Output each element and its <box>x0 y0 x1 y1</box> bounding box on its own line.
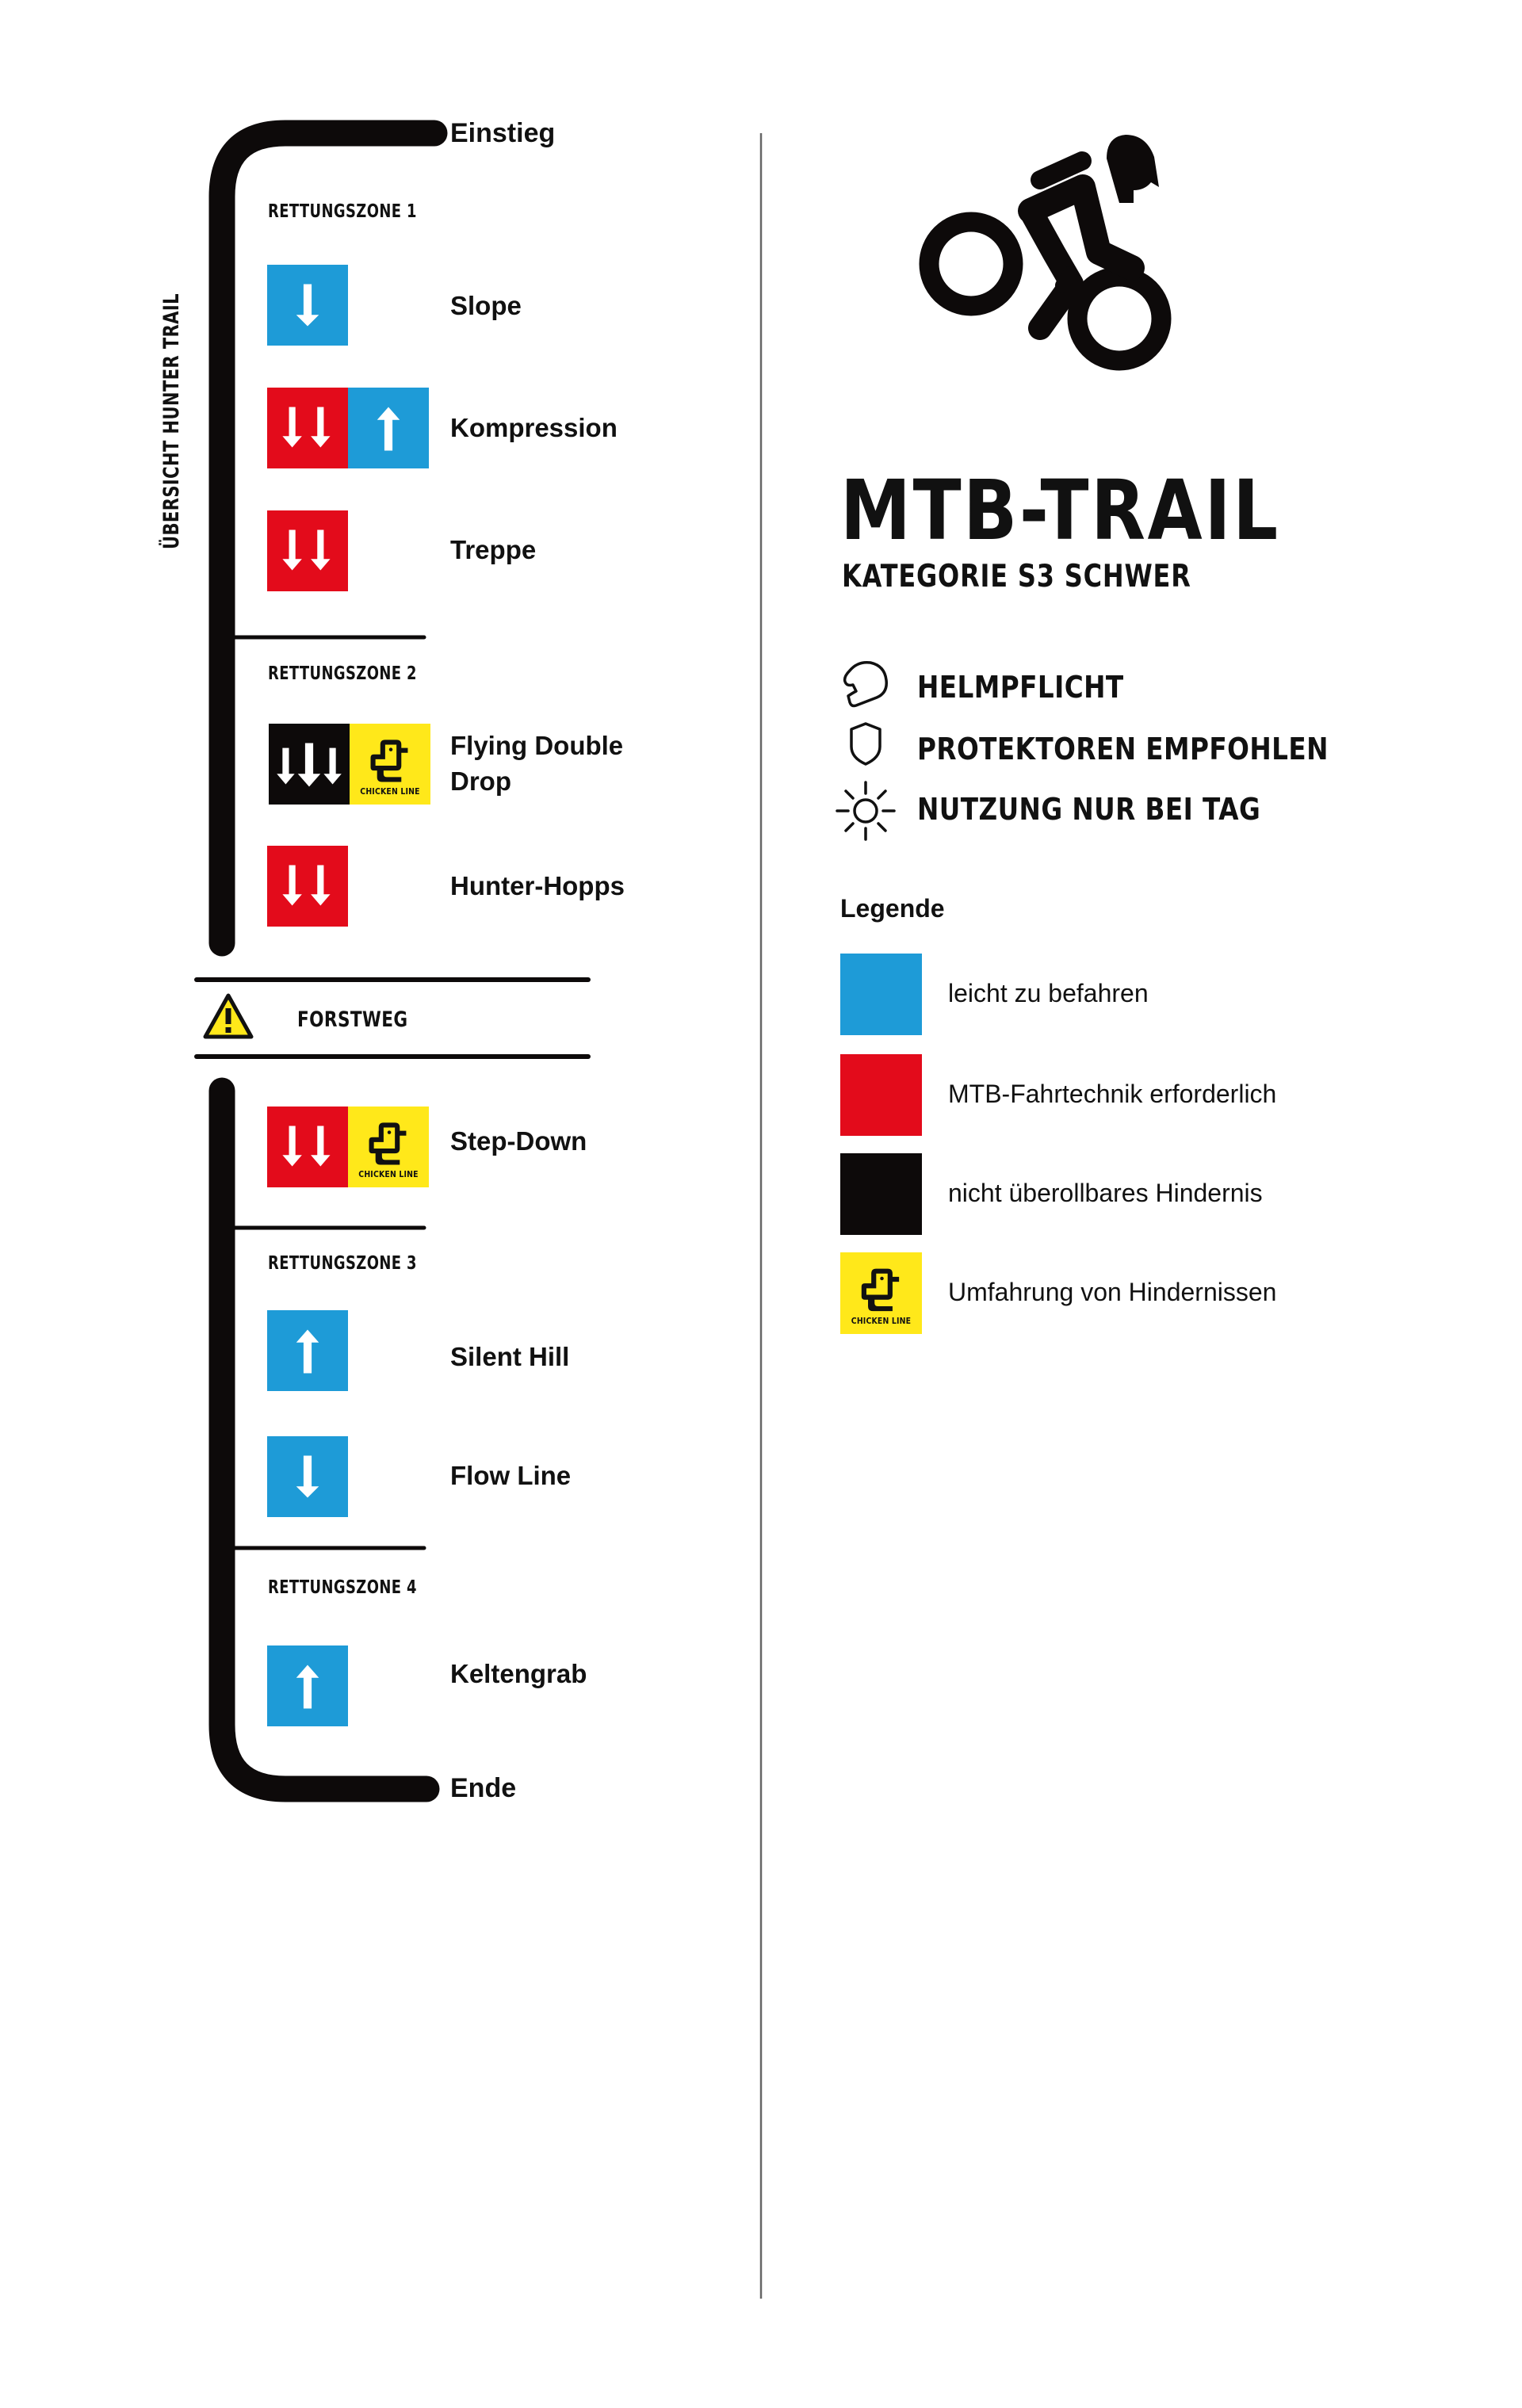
vertical-title: ÜBERSICHT HUNTER TRAIL <box>159 293 184 549</box>
legend-item-bypass <box>840 1252 1395 1335</box>
zone-label-2: RETTUNGSZONE 2 <box>268 663 417 684</box>
crossing-label: FORSTWEG <box>297 1007 408 1032</box>
legend-text: nicht überollbares Hindernis <box>948 1179 1263 1207</box>
obstacle-icon-technical-double-down <box>267 388 348 468</box>
rule-helmet: HELMPFLICHT <box>917 670 1124 705</box>
obstacle-icon-easy-down <box>267 265 348 346</box>
double-arrow-down-icon <box>267 510 348 591</box>
obstacle-name: Keltengrab <box>450 1659 587 1688</box>
obstacle-name: Hunter-Hopps <box>450 871 625 900</box>
legend-item-obstacle <box>840 1153 1395 1236</box>
legend-text: MTB-Fahrtechnik erforderlich <box>948 1080 1277 1108</box>
legend-swatch-blue <box>840 954 922 1035</box>
start-label: Einstieg <box>450 118 556 148</box>
obstacle-icon-easy-up <box>348 388 429 468</box>
obstacle-icon-easy-down <box>267 1436 348 1517</box>
page-subtitle: KATEGORIE S3 SCHWER <box>842 559 1191 594</box>
chicken-line-text: CHICKEN LINE <box>360 786 420 797</box>
obstacle-name-line-2: Drop <box>450 766 511 796</box>
obstacle-name: Slope <box>450 291 522 320</box>
page-title: MTB-TRAIL <box>840 462 1280 559</box>
shield-icon <box>845 720 886 767</box>
mountain-biker-icon <box>912 131 1173 376</box>
obstacle-name: Kompression <box>450 413 618 442</box>
obstacle-icon-technical-double-down <box>267 846 348 927</box>
double-arrow-down-icon <box>267 846 348 927</box>
arrow-up-icon <box>267 1645 348 1726</box>
zone-label-3: RETTUNGSZONE 3 <box>268 1253 417 1274</box>
zone-label-4: RETTUNGSZONE 4 <box>268 1577 417 1598</box>
legend-item-technical <box>840 1054 1395 1137</box>
legend-swatch-black <box>840 1153 922 1235</box>
end-label: Ende <box>450 1773 517 1803</box>
helmet-icon <box>839 658 891 709</box>
rule-protectors: PROTEKTOREN EMPFOHLEN <box>917 732 1329 766</box>
arrow-down-icon <box>267 1436 348 1517</box>
obstacle-icon-easy-up <box>267 1310 348 1391</box>
double-arrow-down-icon <box>267 1107 348 1187</box>
obstacle-icon-technical-double-down <box>267 510 348 591</box>
chicken-line-badge <box>350 724 430 805</box>
obstacle-name <box>450 728 623 799</box>
obstacle-name: Treppe <box>450 535 537 564</box>
obstacle-name: Silent Hill <box>450 1342 570 1371</box>
arrow-up-icon <box>267 1310 348 1391</box>
legend-text: leicht zu befahren <box>948 979 1149 1007</box>
legend-text: Umfahrung von Hindernissen <box>948 1278 1277 1306</box>
obstacle-name: Flow Line <box>450 1461 572 1490</box>
triple-arrow-down-icon <box>269 724 350 805</box>
zone-label-1: RETTUNGSZONE 1 <box>268 201 417 222</box>
obstacle-name-line-1: Flying Double <box>450 731 624 760</box>
obstacle-icon-obstacle-triple-down <box>269 724 350 805</box>
chicken-line-text: CHICKEN LINE <box>851 1316 912 1326</box>
legend-swatch-red <box>840 1054 922 1136</box>
sun-icon <box>834 779 897 843</box>
legend-item-easy <box>840 954 1395 1036</box>
obstacle-icon-technical-double-down <box>267 1107 348 1187</box>
chicken-line-text: CHICKEN LINE <box>358 1169 419 1179</box>
rule-daylight: NUTZUNG NUR BEI TAG <box>917 792 1261 827</box>
legend-title: Legende <box>840 894 945 923</box>
arrow-up-icon <box>348 388 429 468</box>
obstacle-icon-easy-up <box>267 1645 348 1726</box>
arrow-down-icon <box>267 265 348 346</box>
double-arrow-down-icon <box>267 388 348 468</box>
obstacle-name: Step-Down <box>450 1126 587 1156</box>
warning-icon <box>202 992 254 1042</box>
legend-swatch-chicken-line <box>840 1252 922 1334</box>
chicken-line-badge <box>348 1107 429 1187</box>
